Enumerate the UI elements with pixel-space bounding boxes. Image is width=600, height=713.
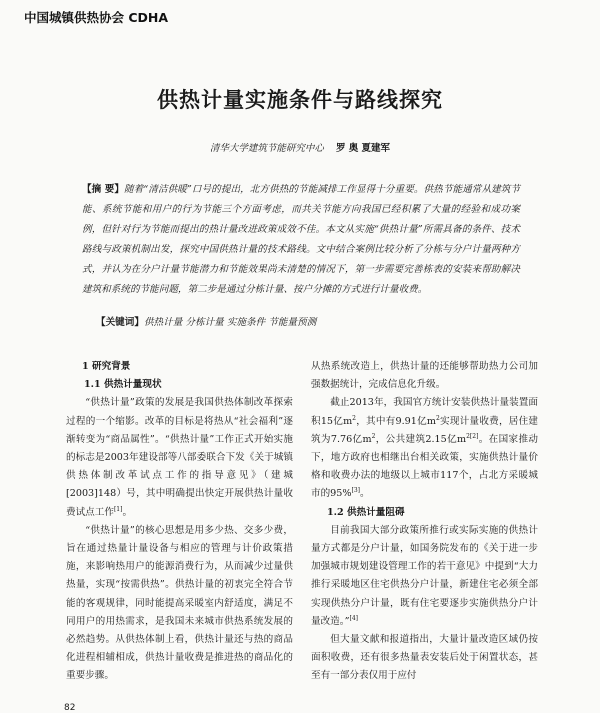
superscript: 2 [352, 414, 356, 422]
paragraph-text: ，公共建筑2.15亿m [375, 433, 467, 445]
superscript: 2 [436, 414, 440, 422]
paragraph-text: 截止2013年，我国官方统计安装供热计量装置面积15亿m [311, 397, 538, 427]
journal-header: 中国城镇供热协会 CDHA [24, 10, 169, 25]
paragraph [66, 394, 293, 521]
section-heading-1-1: 1.1 供热计量现状 [84, 379, 162, 391]
author-line [0, 140, 600, 154]
paragraph [311, 394, 538, 503]
citation: [4] [349, 614, 358, 622]
superscript: 2[2] [466, 432, 479, 440]
right-column [311, 358, 538, 686]
paragraph [311, 522, 538, 631]
left-column [66, 358, 293, 686]
abstract-text: 随着“清洁供暖”口号的提出，北方供热的节能减排工作显得十分重要。供热节能通常从建筑节能、系统节能和用户的行为节能三个方面考虑，而共关节能方向我国已经积累了大量的经验和成功案例，但针对行为节能而提出的热计量改进政策成效不佳。本文从实施“供热计量”所需具备的条件、技术路线与政策机制出发，探究中国供热计量的技术路线。文中结合案例比较分析了分栋与分户计量两种方式，并认为在分户计量节能潜力和节能效果尚未清楚的情况下，第一步需要完善栋表的安装来帮助解决建筑和系统的节能问题，第二步是通过分栋计量、按户分摊的方式进行计量收费。 [82, 184, 520, 295]
abstract-label: 【摘 要】 [82, 184, 125, 195]
paragraph-text: 实现计量收费，居住建筑为7.76亿m [311, 415, 538, 445]
citation: [1] [113, 505, 123, 513]
keywords [96, 314, 516, 328]
section-heading-1: 1 研究背景 [82, 361, 131, 372]
abstract [82, 180, 520, 300]
paragraph: “供热计量”的核心思想是用多少热、交多少费，旨在通过热量计量设备与相应的管理与计价政策措施，来影响热用户的能源消费行为，从而减少过量供热量，实现“按需供热”。供热计量的初衷完全符合节能的客观规律，同时能提高采暖室内舒适度，满足不同用户的用热需求，是我国未来城市供热系统发展的必然趋势。从供热体制上看，供热计量还与热的商品化进程相辅相成，供热计量收费是推进热的商品化的重要步骤。 [66, 524, 293, 682]
paragraph-text: 。 [360, 488, 370, 500]
paragraph-text: “供热计量”政策的发展是我国供热体制改革探索过程的一个缩影。改革的目标是将热从“社会福利”逐渐转变为“商品属性”。“供热计量”工作正式开始实施的标志是2003年建设部等八部委联合下发《关于城镇供热体制改革试点工作的指导意见》（建城[2003]148）号，其中明确提出快定开展供热计量收费试点工作 [66, 397, 293, 518]
page-number: 82 [64, 703, 76, 713]
superscript: 2 [371, 432, 376, 440]
paragraph-text: ，其中有9.91亿m [356, 415, 436, 427]
section-heading-1-2: 1.2 供热计量阻碍 [327, 506, 405, 518]
citation: [3] [351, 487, 361, 495]
paragraph: 但大量文献和报道指出，大量计量改造区域仍按面积收费，还有很多热量表安装后处于闲置状态，甚至有一部分表仅用于应付 [311, 634, 538, 682]
keywords-label: 【关键词】 [96, 317, 144, 328]
page-title: 供热计量实施条件与路线探究 [157, 88, 443, 112]
keywords-text: 供热计量 分栋计量 实施条件 节能量预测 [143, 317, 317, 328]
paragraph-text: 目前我国大部分政策所推行或实际实施的供热计量方式都是分户计量，如国务院发布的《关于进一步加强城市规划建设管理工作的若干意见》中提到“大力推行采暖地区住宅供热分户计量，新建住宅必须全部实现供热分户计量，既有住宅要逐步实施供热分户计量改造。” [311, 524, 538, 627]
author-names: 罗 奥 夏建军 [335, 143, 391, 154]
paragraph-text: 。在国家推动下，地方政府也相继出台相关政策，实施供热计量价格和收费办法的地级以上城市117个，占北方采暖城市的95% [311, 433, 538, 500]
paragraph: 从热系统改造上，供热计量的还能够帮助热力公司加强数据统计，完成信息化升级。 [311, 361, 538, 391]
paragraph-text: 。 [122, 506, 133, 518]
affiliation: 清华大学建筑节能研究中心 [209, 143, 324, 154]
